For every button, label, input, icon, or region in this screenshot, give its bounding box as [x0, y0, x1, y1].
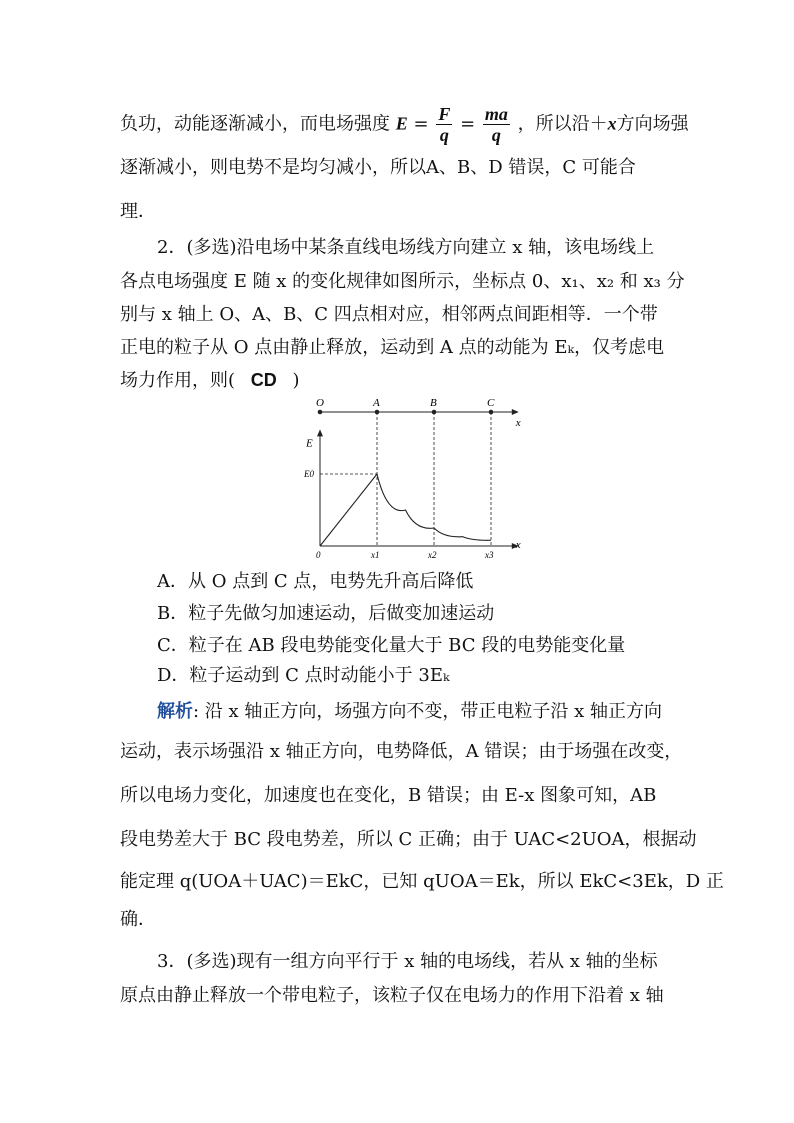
top-label-A: A: [373, 397, 380, 409]
top-axis-label: x: [515, 417, 521, 429]
prev-solution-line-2: 逐渐减小，则电势不是均匀减小，所以A、B、D 错误，C 可能合: [120, 157, 636, 178]
x-tick-label: 0: [316, 550, 321, 560]
fraction-numerator: ma: [484, 104, 508, 124]
question-3-line-1: 3．(多选)现有一组方向平行于 x 轴的电场线，若从 x 轴的坐标: [157, 951, 658, 972]
question-2-line-5: [120, 368, 300, 393]
top-label-C: C: [487, 397, 495, 409]
x-tick-label: x2: [428, 550, 437, 560]
top-axis-arrow: [512, 409, 519, 415]
analysis-line-6: 确．: [120, 909, 156, 930]
analysis-line-1: [157, 700, 662, 724]
analysis-line-4: 段电势差大于 BC 段电势差，所以 C 正确；由于 UAC<2UOA，根据动: [120, 829, 697, 850]
analysis-label: 解析: [157, 701, 193, 722]
option-c: C．粒子在 AB 段电势能变化量大于 BC 段的电势能变化量: [157, 635, 626, 656]
option-a: A．从 O 点到 C 点，电势先升高后降低: [157, 571, 474, 592]
text-segment: 场力作用，则(: [120, 370, 236, 391]
top-label-B: B: [430, 397, 437, 409]
formula-symbol: x: [607, 113, 617, 134]
answer-choice: CD: [250, 370, 277, 390]
fraction-denominator: q: [439, 125, 449, 145]
top-label-O: O: [316, 397, 324, 409]
y-axis-arrow: [317, 429, 323, 436]
fraction-denominator: q: [491, 125, 501, 145]
y-axis-label: E: [306, 437, 313, 450]
fraction-F-over-q: [436, 104, 452, 145]
y-tick-label-e0: E0: [304, 469, 314, 479]
prev-solution-line-3: 理．: [120, 201, 156, 222]
text-segment: 负功，动能逐渐减小，而电场强度: [120, 113, 390, 135]
option-d: D．粒子运动到 C 点时动能小于 3Eₖ: [157, 665, 450, 686]
question-2-line-2: 各点电场强度 E 随 x 的变化规律如图所示，坐标点 0、x₁、x₂ 和 x₃ 分: [120, 271, 685, 292]
question-2-line-4: 正电的粒子从 O 点由静止释放，运动到 A 点的动能为 Eₖ，仅考虑电: [120, 337, 665, 358]
question-2-line-3: 别与 x 轴上 O、A、B、C 四点相对应，相邻两点间距相等．一个带: [120, 304, 658, 325]
question-3-line-2: 原点由静止释放一个带电粒子，该粒子仅在电场力的作用下沿着 x 轴: [120, 985, 664, 1006]
text-segment: ，所以沿＋: [517, 113, 608, 135]
e-x-curve: [320, 474, 491, 546]
x-tick-label: x1: [371, 550, 380, 560]
formula-equals: =: [460, 113, 476, 135]
question-2-line-1: 2．(多选)沿电场中某条直线电场线方向建立 x 轴，该电场线上: [157, 237, 655, 258]
x-axis-label: x: [515, 539, 521, 551]
prev-solution-line-1: [120, 104, 689, 145]
text-segment: : 沿 x 轴正方向，场强方向不变，带正电粒子沿 x 轴正方向: [193, 701, 662, 722]
analysis-line-5: 能定理 q(UOA＋UAC)＝EkC，已知 qUOA＝Ek，所以 EkC<3Ek，D 正: [120, 871, 724, 892]
text-segment: 方向场强: [616, 113, 689, 135]
text-segment: ): [292, 370, 300, 391]
x-tick-label: x3: [485, 550, 494, 560]
fraction-numerator: F: [438, 104, 451, 124]
e-x-graph: [300, 394, 540, 564]
formula-symbol: E: [395, 113, 408, 134]
analysis-line-3: 所以电场力变化，加速度也在变化，B 错误；由 E-x 图象可知，AB: [120, 785, 657, 806]
analysis-line-2: 运动，表示场强沿 x 轴正方向，电势降低，A 错误；由于场强在改变，: [120, 741, 683, 762]
fraction-ma-over-q: [483, 104, 510, 145]
option-b: B．粒子先做匀加速运动，后做变加速运动: [157, 603, 495, 624]
point-O: [318, 410, 323, 415]
formula-equals: =: [413, 113, 429, 135]
